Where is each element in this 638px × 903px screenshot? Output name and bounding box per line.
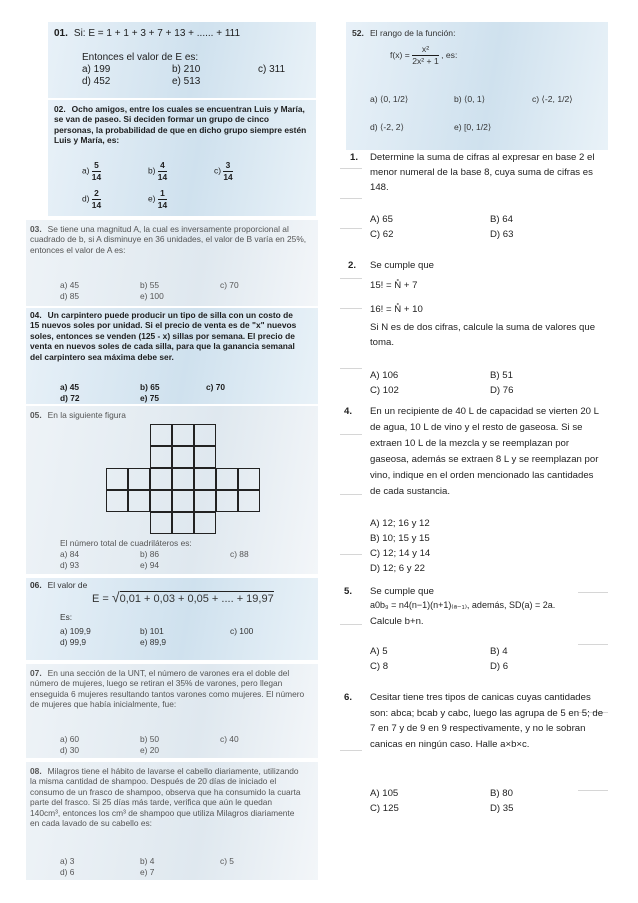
q02-option-e[interactable]: e) $\frac{1}{14}$ xyxy=(148,188,168,210)
q52-option-d[interactable]: d) ⟨-2, 2⟩ xyxy=(370,122,404,132)
q02-option-a[interactable]: a) $\frac{5}{14}$ xyxy=(82,160,102,182)
p4-number: 4. xyxy=(344,406,353,417)
question-07 xyxy=(26,664,318,758)
q03-option-e[interactable]: e) 100 xyxy=(140,291,164,301)
q04-option-b[interactable]: b) 65 xyxy=(140,382,160,392)
q03-option-a[interactable]: a) 45 xyxy=(60,280,80,290)
q06-option-b[interactable]: b) 101 xyxy=(140,626,164,636)
p2-number: 2. xyxy=(348,260,357,271)
q05-option-c[interactable]: c) 88 xyxy=(230,549,249,559)
p2-stem: Se cumple que xyxy=(370,260,434,271)
q03-option-c[interactable]: c) 70 xyxy=(220,280,239,290)
q02-option-c[interactable]: c) $\frac{3}{14}$ xyxy=(214,160,233,182)
q08-option-d[interactable]: d) 6 xyxy=(60,867,75,877)
question-03 xyxy=(26,220,318,306)
p5-tail: Calcule b+n. xyxy=(370,616,424,627)
q52-option-e[interactable]: e) [0, 1/2⟩ xyxy=(454,122,492,132)
p2-equation-1: 15! = N̊ + 7 xyxy=(370,280,418,291)
p2-tail: Si N es de dos cifras, calcule la suma de valores que toma. xyxy=(370,322,596,348)
q07-option-b[interactable]: b) 50 xyxy=(140,734,160,744)
q06-stem: 06. El valor de xyxy=(30,580,88,590)
q05-option-a[interactable]: a) 84 xyxy=(60,549,80,559)
p2-option-c[interactable]: C) 102 xyxy=(370,385,399,396)
p4-option-d[interactable]: D) 12; 6 y 22 xyxy=(370,563,425,574)
q05-option-b[interactable]: b) 86 xyxy=(140,549,160,559)
p1-stem: Determine la suma de cifras al expresar en base 2 el menor numeral de la base 8, cuya suma de cifras es 148. xyxy=(370,152,595,193)
p6-option-c[interactable]: C) 125 xyxy=(370,803,399,814)
q03-stem: 03. Se tiene una magnitud A, la cual es inversamente proporcional al cuadrado de b, si A disminuye en 36 unidades, el valor de B varía en 25%, entonces el valor de A es: xyxy=(30,224,307,255)
question-01 xyxy=(48,22,316,98)
p5-stem: Se cumple que xyxy=(370,586,434,597)
q07-stem: 07. En una sección de la UNT, el número de varones era el doble del número de mujeres, luego se retiran el 35% de varones, pero llegan enseguida 6 mujeres resultando tantos varones como mujeres. El número de mujeres que había inicialmente, fue: xyxy=(30,668,305,710)
p1-option-b[interactable]: B) 64 xyxy=(490,214,513,225)
q06-sub: Es: xyxy=(60,612,73,622)
problem-4 xyxy=(340,404,608,580)
q04-option-e[interactable]: e) 75 xyxy=(140,393,160,403)
q01-option-a[interactable]: a) 199 xyxy=(82,64,111,75)
q05-stem: 05. En la siguiente figura xyxy=(30,410,126,420)
p1-option-c[interactable]: C) 62 xyxy=(370,229,394,240)
question-06 xyxy=(26,578,318,660)
p4-stem: En un recipiente de 40 L de capacidad se vierten 20 L de agua, 10 L de vino y el resto de gaseosa. Si se extraen 10 L de la mezcla y se reemplazan por gaseosa, además se extraen 8 L y se reemplazan por vino, indique en el orden mencionado las cantidades de cada sustancia. xyxy=(370,406,599,497)
question-08 xyxy=(26,762,318,880)
p2-option-d[interactable]: D) 76 xyxy=(490,385,514,396)
p5-option-c[interactable]: C) 8 xyxy=(370,661,389,672)
p2-option-a[interactable]: A) 106 xyxy=(370,370,399,381)
quadrilateral-figure xyxy=(106,424,282,534)
q06-formula: E = √0,01 + 0,03 + 0,05 + .... + 19,97 xyxy=(92,589,274,605)
p4-option-a[interactable]: A) 12; 16 y 12 xyxy=(370,518,430,529)
p6-number: 6. xyxy=(344,692,353,703)
q52-function: f(x) = $\frac{\text{x²}}{\text{2x² + 1}}$ , es: xyxy=(390,44,458,66)
q02-stem: 02. Ocho amigos, entre los cuales se encuentran Luis y María, se van de paseo. Si deciden formar un grupo de cinco personas, la probabilidad de que en dicho grupo siempre estén Luis y María, es: xyxy=(54,104,307,146)
p1-number: 1. xyxy=(350,152,359,163)
q52-stem: 52. El rango de la función: xyxy=(352,28,456,38)
q05-option-d[interactable]: d) 93 xyxy=(60,560,80,570)
q01-option-b[interactable]: b) 210 xyxy=(172,64,201,75)
q06-option-a[interactable]: a) 109,9 xyxy=(60,626,91,636)
q08-option-c[interactable]: c) 5 xyxy=(220,856,234,866)
question-52 xyxy=(346,22,608,150)
q01-option-c[interactable]: c) 311 xyxy=(258,64,286,75)
p6-option-b[interactable]: B) 80 xyxy=(490,788,513,799)
p6-stem: Cesitar tiene tres tipos de canicas cuyas cantidades son: abca; bcab y cabc, luego las agrupa de 5 en 5; de 7 en 7 y de 9 en 9 respectivamente, y no le sobran canicas en ningún caso. Halle a×b×c. xyxy=(370,692,604,750)
q52-option-c[interactable]: c) ⟨-2, 1/2⟩ xyxy=(532,94,573,104)
q06-option-c[interactable]: c) 100 xyxy=(230,626,254,636)
q01-stem: 01. Si: E = 1 + 1 + 3 + 7 + 13 + ...... + 111 xyxy=(54,28,241,39)
q04-option-c[interactable]: c) 70 xyxy=(206,382,226,392)
q08-stem: 08. Milagros tiene el hábito de lavarse el cabello diariamente, utilizando la misma cantidad de shampoo. Después de 20 días de iniciado el consumo de un frasco de shampoo, observa que ha consumido la cuarta parte del frasco. Si 25 días más tarde, verifica que aún le quedan 140cm³, entonces los cm³ de shampoo que utiliza Milagros diariamente en cada lavado de su cabello es: xyxy=(30,766,301,829)
p2-option-b[interactable]: B) 51 xyxy=(490,370,513,381)
problem-1 xyxy=(340,150,608,250)
q05-option-e[interactable]: e) 94 xyxy=(140,560,160,570)
q02-option-d[interactable]: d) $\frac{2}{14}$ xyxy=(82,188,102,210)
q52-option-a[interactable]: a) ⟨0, 1/2⟩ xyxy=(370,94,409,104)
q07-option-e[interactable]: e) 20 xyxy=(140,745,160,755)
q08-option-b[interactable]: b) 4 xyxy=(140,856,155,866)
p6-option-a[interactable]: A) 105 xyxy=(370,788,399,799)
p5-option-a[interactable]: A) 5 xyxy=(370,646,388,657)
p1-option-a[interactable]: A) 65 xyxy=(370,214,393,225)
problem-5 xyxy=(340,584,608,676)
problem-2 xyxy=(340,258,608,400)
question-04 xyxy=(26,308,318,404)
q01-sub: Entonces el valor de E es: xyxy=(82,52,199,63)
p2-equation-2: 16! = N̊ + 10 xyxy=(370,304,423,315)
p5-equation: a0b₉ = n4(n−1)(n+1)₍ₐ₋₁₎, además, SD(a) = 2a. xyxy=(370,600,556,610)
p1-option-d[interactable]: D) 63 xyxy=(490,229,514,240)
q07-option-d[interactable]: d) 30 xyxy=(60,745,80,755)
q02-option-b[interactable]: b) $\frac{4}{14}$ xyxy=(148,160,168,182)
p4-option-b[interactable]: B) 10; 15 y 15 xyxy=(370,533,430,544)
q06-option-d[interactable]: d) 99,9 xyxy=(60,637,87,647)
q08-option-e[interactable]: e) 7 xyxy=(140,867,155,877)
q03-option-b[interactable]: b) 55 xyxy=(140,280,160,290)
q05-sub: El número total de cuadriláteros es: xyxy=(60,538,192,548)
q06-option-e[interactable]: e) 89,9 xyxy=(140,637,167,647)
q08-option-a[interactable]: a) 3 xyxy=(60,856,75,866)
q01-option-d[interactable]: d) 452 xyxy=(82,76,111,87)
q07-option-a[interactable]: a) 60 xyxy=(60,734,80,744)
q04-option-a[interactable]: a) 45 xyxy=(60,382,80,392)
p5-option-d[interactable]: D) 6 xyxy=(490,661,509,672)
q07-option-c[interactable]: c) 40 xyxy=(220,734,239,744)
p6-option-d[interactable]: D) 35 xyxy=(490,803,514,814)
question-02 xyxy=(48,100,316,216)
p4-option-c[interactable]: C) 12; 14 y 14 xyxy=(370,548,431,559)
problem-6 xyxy=(340,690,608,820)
p5-option-b[interactable]: B) 4 xyxy=(490,646,508,657)
q04-stem: 04. Un carpintero puede producir un tipo de silla con un costo de 15 nuevos soles por unidad. Si el precio de venta es de "x" nuevos soles, entonces se venden (125 - x) sillas por semana. El precio de venta en nuevos soles de cada silla, para que la ganancia semanal del carpintero sea máxima debe ser. xyxy=(30,310,297,362)
q01-option-e[interactable]: e) 513 xyxy=(172,76,201,87)
question-05 xyxy=(26,406,318,574)
q52-option-b[interactable]: b) ⟨0, 1⟩ xyxy=(454,94,486,104)
q04-option-d[interactable]: d) 72 xyxy=(60,393,80,403)
p5-number: 5. xyxy=(344,586,353,597)
q03-option-d[interactable]: d) 85 xyxy=(60,291,80,301)
